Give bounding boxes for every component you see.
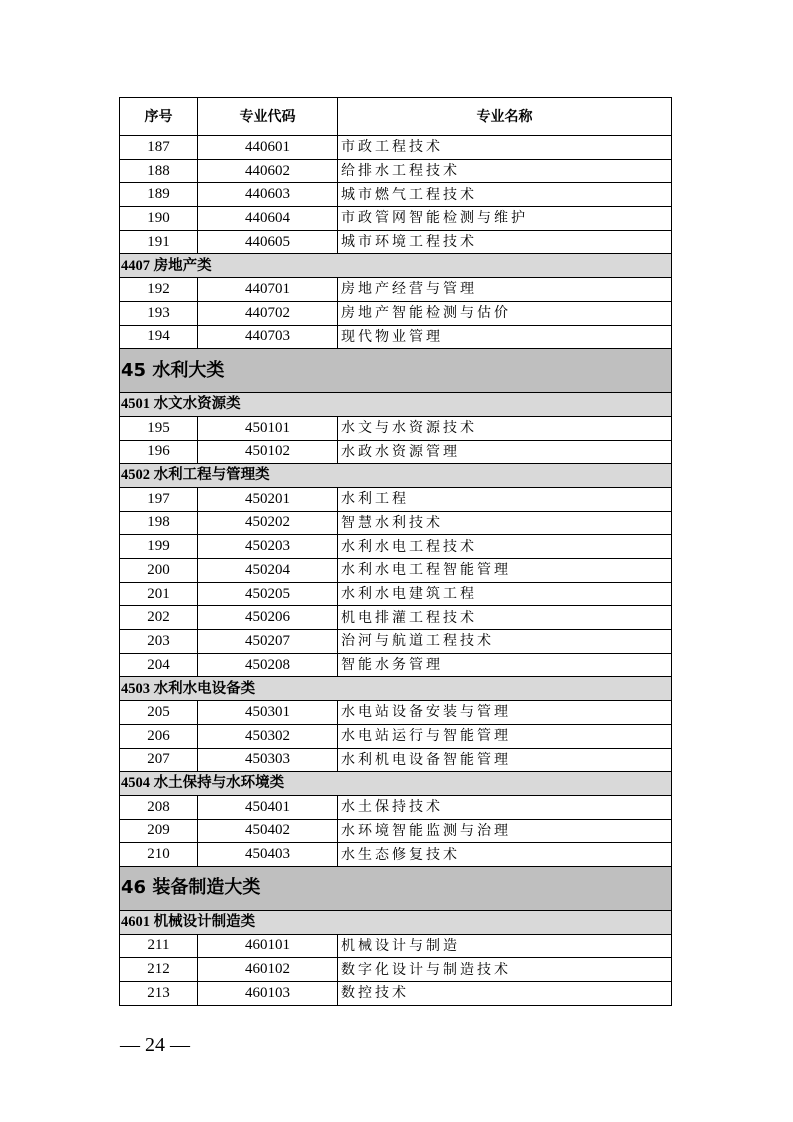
name-cell: 智能水务管理 <box>338 653 672 677</box>
serial-cell: 189 <box>120 183 198 207</box>
serial-cell: 200 <box>120 559 198 583</box>
subcategory-label: 4407 房地产类 <box>120 254 672 278</box>
name-cell: 水利机电设备智能管理 <box>338 748 672 772</box>
name-cell: 给排水工程技术 <box>338 159 672 183</box>
subcategory-row <box>120 910 672 934</box>
code-cell: 460102 <box>198 958 338 982</box>
serial-cell: 194 <box>120 325 198 349</box>
name-cell: 水利水电工程技术 <box>338 535 672 559</box>
table-row <box>120 511 672 535</box>
code-cell: 440702 <box>198 301 338 325</box>
serial-cell: 188 <box>120 159 198 183</box>
table-row <box>120 535 672 559</box>
table-row <box>120 724 672 748</box>
name-cell: 市政工程技术 <box>338 136 672 160</box>
serial-cell: 205 <box>120 701 198 725</box>
serial-cell: 195 <box>120 416 198 440</box>
table-row <box>120 440 672 464</box>
subcategory-label: 4601 机械设计制造类 <box>120 910 672 934</box>
name-cell: 水电站设备安装与管理 <box>338 701 672 725</box>
table-header-row <box>120 98 672 136</box>
code-cell: 440603 <box>198 183 338 207</box>
subcategory-label: 4504 水土保持与水环境类 <box>120 772 672 796</box>
subcategory-row <box>120 393 672 417</box>
table-row <box>120 630 672 654</box>
serial-cell: 193 <box>120 301 198 325</box>
name-cell: 水环境智能监测与治理 <box>338 819 672 843</box>
table-row <box>120 278 672 302</box>
code-cell: 450302 <box>198 724 338 748</box>
subcategory-row <box>120 677 672 701</box>
table-row <box>120 136 672 160</box>
page-number: — 24 — <box>120 1034 190 1056</box>
name-cell: 市政管网智能检测与维护 <box>338 207 672 231</box>
subcategory-row <box>120 464 672 488</box>
serial-cell: 213 <box>120 982 198 1006</box>
header-serial: 序号 <box>120 98 198 136</box>
serial-cell: 191 <box>120 230 198 254</box>
serial-cell: 212 <box>120 958 198 982</box>
serial-cell: 190 <box>120 207 198 231</box>
subcategory-label: 4503 水利水电设备类 <box>120 677 672 701</box>
serial-cell: 202 <box>120 606 198 630</box>
name-cell: 房地产智能检测与估价 <box>338 301 672 325</box>
table-row <box>120 748 672 772</box>
serial-cell: 203 <box>120 630 198 654</box>
subcategory-row <box>120 772 672 796</box>
name-cell: 机电排灌工程技术 <box>338 606 672 630</box>
code-cell: 460101 <box>198 934 338 958</box>
serial-cell: 192 <box>120 278 198 302</box>
name-cell: 水生态修复技术 <box>338 843 672 867</box>
serial-cell: 187 <box>120 136 198 160</box>
name-cell: 数字化设计与制造技术 <box>338 958 672 982</box>
code-cell: 450206 <box>198 606 338 630</box>
serial-cell: 201 <box>120 582 198 606</box>
name-cell: 水利水电工程智能管理 <box>338 559 672 583</box>
table-body <box>120 136 672 1006</box>
table-row <box>120 159 672 183</box>
code-cell: 450205 <box>198 582 338 606</box>
subcategory-row <box>120 254 672 278</box>
code-cell: 460103 <box>198 982 338 1006</box>
serial-cell: 196 <box>120 440 198 464</box>
table-row <box>120 843 672 867</box>
code-cell: 450102 <box>198 440 338 464</box>
code-cell: 450403 <box>198 843 338 867</box>
serial-cell: 208 <box>120 795 198 819</box>
table-row <box>120 559 672 583</box>
name-cell: 智慧水利技术 <box>338 511 672 535</box>
major-category-label: 45 水利大类 <box>120 349 672 393</box>
major-category-row <box>120 866 672 910</box>
header-code: 专业代码 <box>198 98 338 136</box>
code-cell: 450402 <box>198 819 338 843</box>
name-cell: 水电站运行与智能管理 <box>338 724 672 748</box>
table-row <box>120 230 672 254</box>
name-cell: 水政水资源管理 <box>338 440 672 464</box>
table-row <box>120 819 672 843</box>
serial-cell: 197 <box>120 487 198 511</box>
subcategory-label: 4501 水文水资源类 <box>120 393 672 417</box>
code-cell: 450202 <box>198 511 338 535</box>
code-cell: 450201 <box>198 487 338 511</box>
name-cell: 机械设计与制造 <box>338 934 672 958</box>
table-row <box>120 301 672 325</box>
serial-cell: 207 <box>120 748 198 772</box>
name-cell: 城市环境工程技术 <box>338 230 672 254</box>
table-row <box>120 582 672 606</box>
table-row <box>120 701 672 725</box>
serial-cell: 206 <box>120 724 198 748</box>
code-cell: 450301 <box>198 701 338 725</box>
header-name: 专业名称 <box>338 98 672 136</box>
code-cell: 440703 <box>198 325 338 349</box>
name-cell: 数控技术 <box>338 982 672 1006</box>
code-cell: 440601 <box>198 136 338 160</box>
code-cell: 440604 <box>198 207 338 231</box>
table-row <box>120 934 672 958</box>
serial-cell: 198 <box>120 511 198 535</box>
code-cell: 440602 <box>198 159 338 183</box>
table-row <box>120 653 672 677</box>
serial-cell: 210 <box>120 843 198 867</box>
table-row <box>120 325 672 349</box>
name-cell: 水利工程 <box>338 487 672 511</box>
table-row <box>120 958 672 982</box>
table-row <box>120 183 672 207</box>
table-row <box>120 982 672 1006</box>
code-cell: 450303 <box>198 748 338 772</box>
code-cell: 440701 <box>198 278 338 302</box>
serial-cell: 209 <box>120 819 198 843</box>
name-cell: 房地产经营与管理 <box>338 278 672 302</box>
table-row <box>120 207 672 231</box>
serial-cell: 211 <box>120 934 198 958</box>
table-row <box>120 487 672 511</box>
serial-cell: 204 <box>120 653 198 677</box>
serial-cell: 199 <box>120 535 198 559</box>
code-cell: 450401 <box>198 795 338 819</box>
code-cell: 450208 <box>198 653 338 677</box>
code-cell: 450204 <box>198 559 338 583</box>
code-cell: 450101 <box>198 416 338 440</box>
major-category-label: 46 装备制造大类 <box>120 866 672 910</box>
major-category-row <box>120 349 672 393</box>
name-cell: 现代物业管理 <box>338 325 672 349</box>
table-row <box>120 416 672 440</box>
code-cell: 440605 <box>198 230 338 254</box>
code-cell: 450207 <box>198 630 338 654</box>
table-row <box>120 606 672 630</box>
subcategory-label: 4502 水利工程与管理类 <box>120 464 672 488</box>
name-cell: 治河与航道工程技术 <box>338 630 672 654</box>
name-cell: 城市燃气工程技术 <box>338 183 672 207</box>
code-cell: 450203 <box>198 535 338 559</box>
table-row <box>120 795 672 819</box>
name-cell: 水利水电建筑工程 <box>338 582 672 606</box>
name-cell: 水文与水资源技术 <box>338 416 672 440</box>
name-cell: 水土保持技术 <box>338 795 672 819</box>
majors-table <box>119 97 672 1006</box>
